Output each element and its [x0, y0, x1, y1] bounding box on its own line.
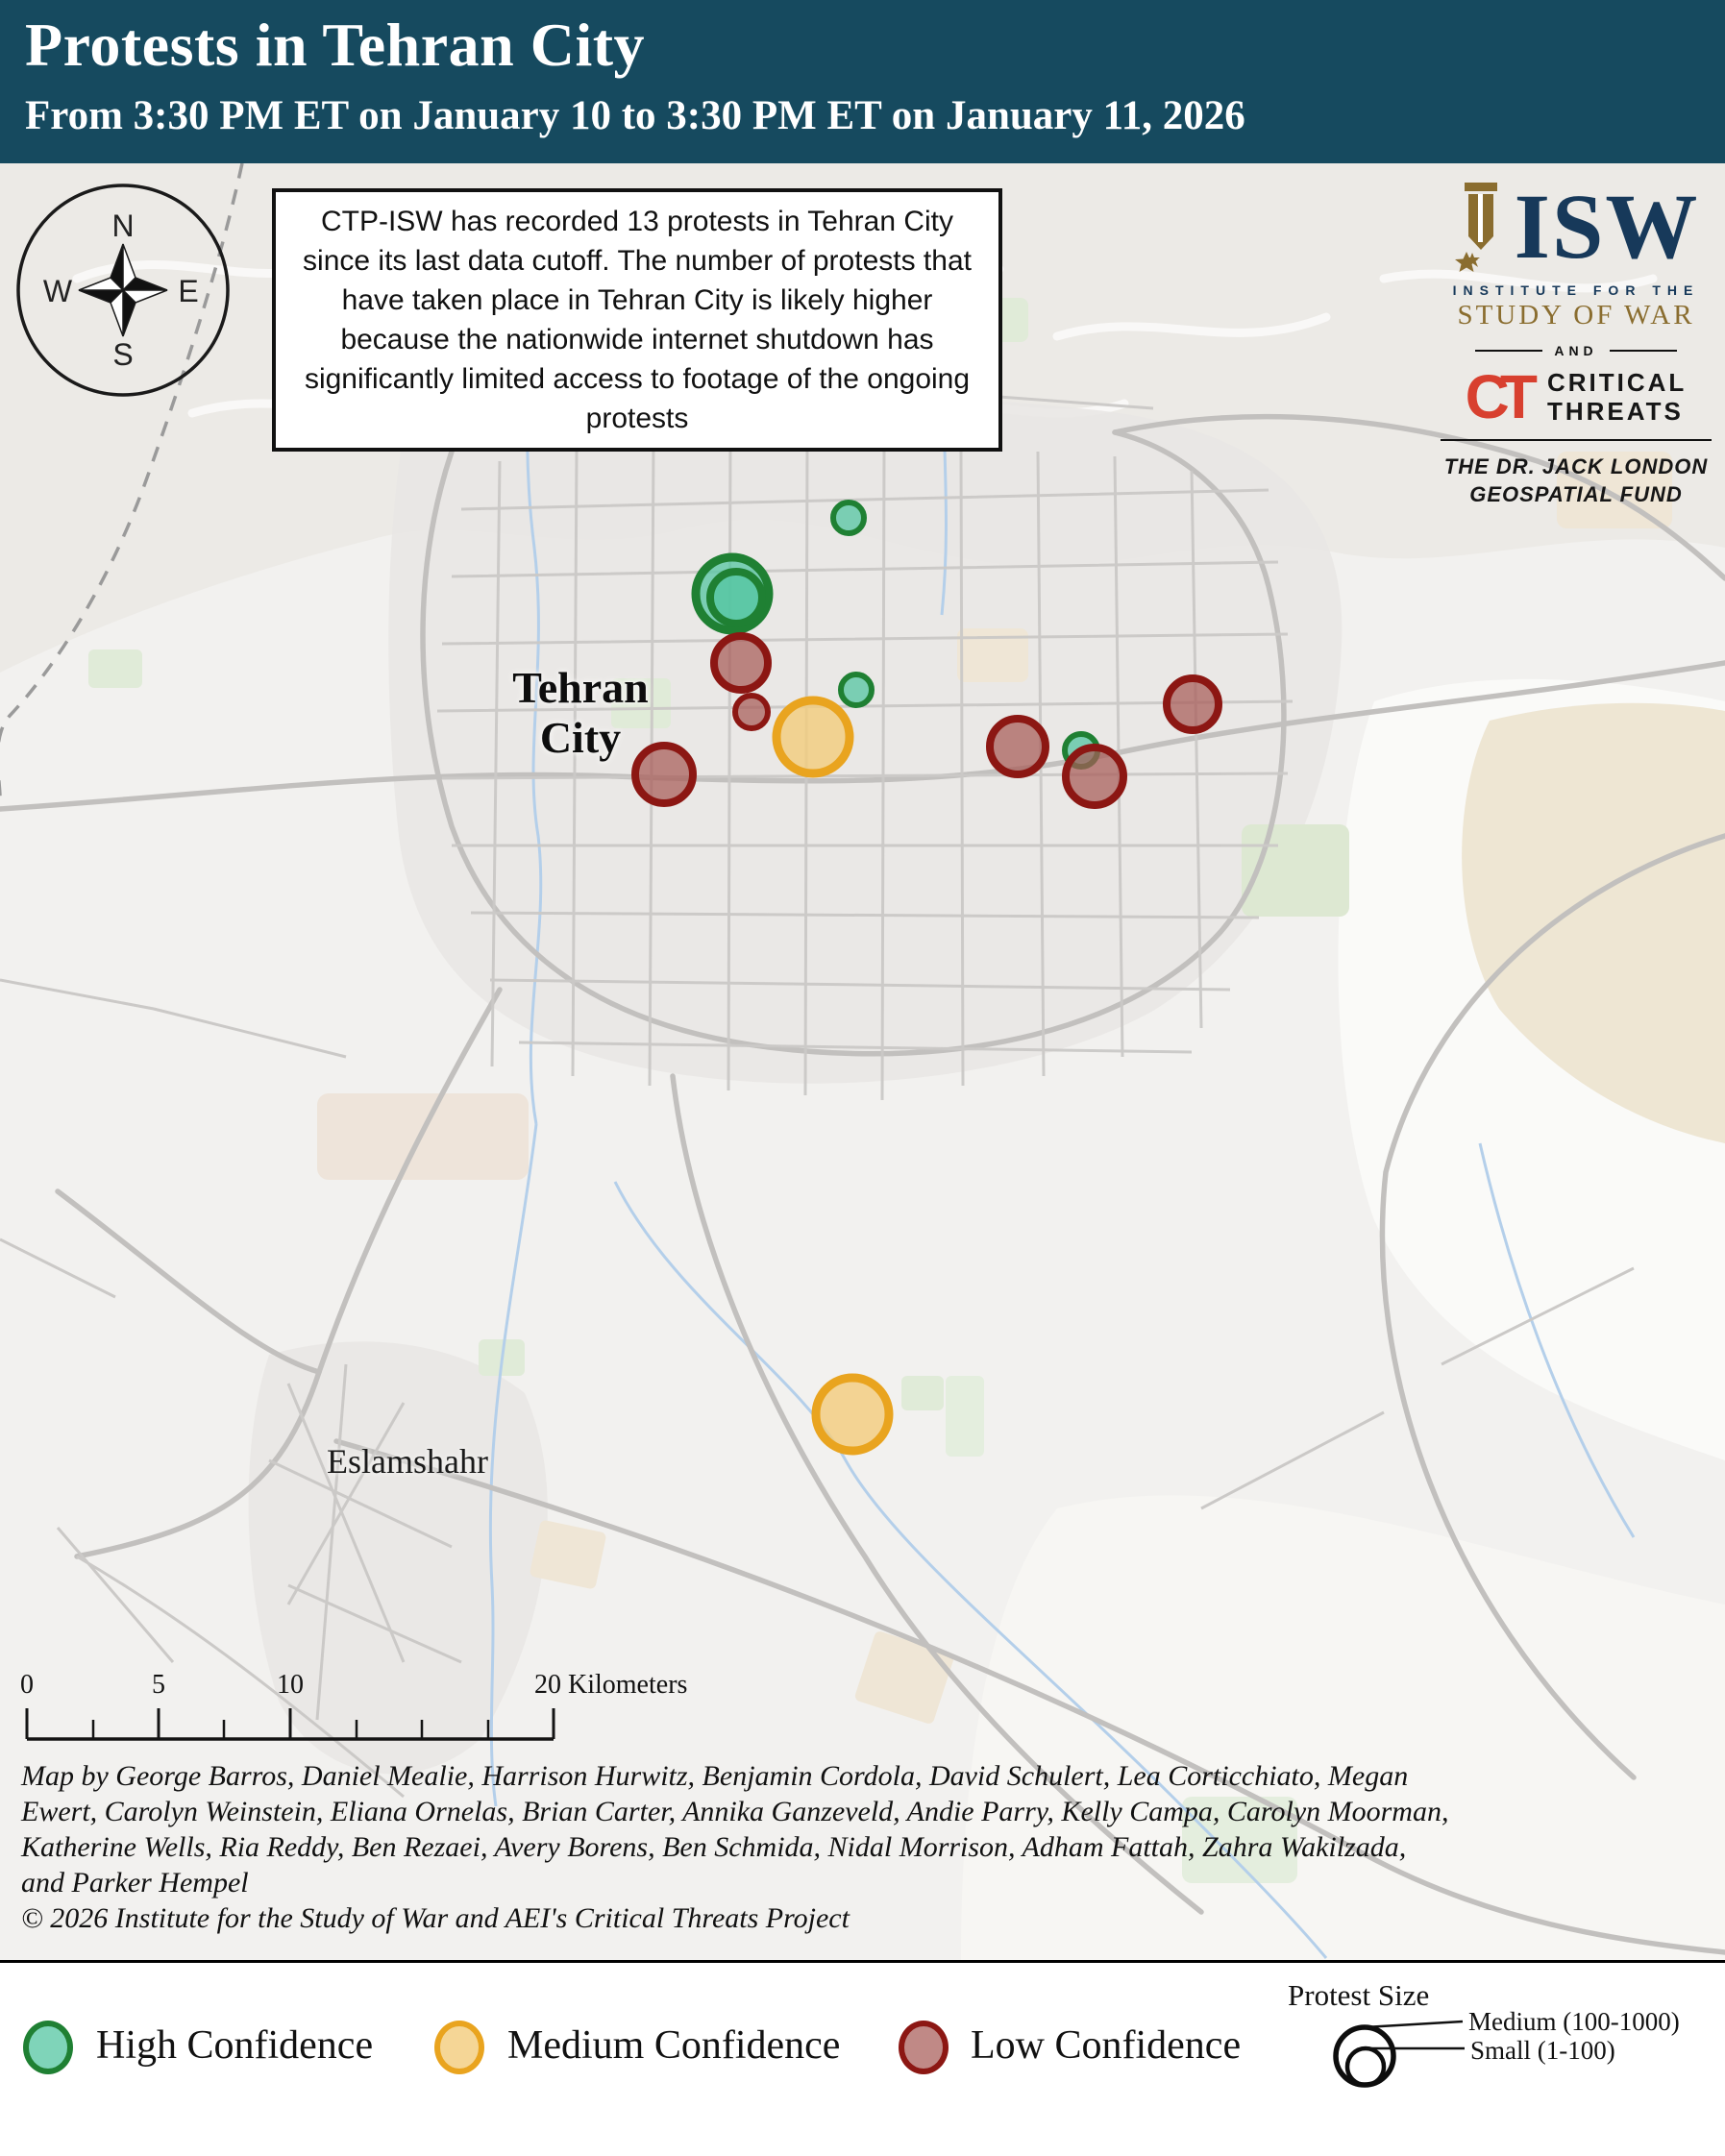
isw-subtitle-2: STUDY OF WAR: [1457, 300, 1695, 331]
protest-size-medium-label: Medium (100-1000): [1468, 2007, 1680, 2036]
isw-subtitle-1: INSTITUTE FOR THE: [1452, 282, 1700, 298]
tehran-city-label: [388, 663, 773, 763]
page-title: Protests in Tehran City: [25, 11, 646, 79]
credits-line: Ewert, Carolyn Weinstein, Eliana Ornelas, Brian Carter, Annika Ganzeveld, Andie Parry, Kelly Campa, Carolyn Moorman,: [21, 1796, 1449, 1827]
protest-marker-low-medium: [990, 719, 1046, 774]
page-subtitle: From 3:30 PM ET on January 10 to 3:30 PM ET on January 11, 2026: [25, 93, 1245, 138]
tehran-label-line2: City: [539, 713, 622, 762]
eslamshahr-label: Eslamshahr: [327, 1442, 488, 1481]
credits-line: Katherine Wells, Ria Reddy, Ben Rezaei, Avery Borens, Ben Schmida, Nidal Morrison, Adham Fattah, Zahra Wakilzada,: [21, 1831, 1407, 1863]
logo-divider: [1441, 439, 1712, 441]
protest-marker-low-medium: [1066, 747, 1123, 805]
compass-n-label: N: [111, 208, 135, 243]
isw-ribbon-icon: [1453, 181, 1509, 281]
critical-threats-logo: [1437, 362, 1715, 431]
and-rule-left: [1475, 350, 1542, 352]
high-confidence-label: High Confidence: [96, 2023, 374, 2068]
compass-icon: [15, 181, 234, 400]
protest-marker-medium-medium: [816, 1378, 889, 1451]
scale-tick-5: 5: [152, 1670, 165, 1700]
low-confidence-label: Low Confidence: [971, 2023, 1242, 2068]
protest-marker-low-medium: [1167, 678, 1219, 730]
header: [0, 0, 1725, 163]
scale-tick-10: 10: [277, 1670, 304, 1700]
protest-size-title: Protest Size: [1288, 1978, 1430, 2012]
ct-line1: CRITICAL: [1546, 368, 1688, 397]
credits-line: Map by George Barros, Daniel Mealie, Harrison Hurwitz, Benjamin Cordola, David Schulert, Lea Corticchiato, Megan: [21, 1760, 1409, 1792]
fund-line2: GEOSPATIAL FUND: [1469, 482, 1683, 506]
tehran-label-line1: Tehran: [512, 663, 649, 712]
protest-marker-high-small: [841, 674, 872, 705]
protest-marker-high-small: [833, 502, 864, 533]
credits-line: and Parker Hempel: [21, 1867, 249, 1899]
ct-monogram: CT: [1465, 362, 1528, 431]
isw-logo: [1437, 175, 1715, 281]
ct-wordmark: [1547, 368, 1687, 426]
and-rule-right: [1610, 350, 1677, 352]
scale-tick-20: 20 Kilometers: [534, 1670, 688, 1700]
fund-line1: THE DR. JACK LONDON: [1443, 454, 1709, 478]
geospatial-fund-label: [1437, 453, 1715, 508]
protest-size-icon: [0, 1963, 1725, 2156]
legend: [0, 1960, 1725, 2156]
compass-e-label: E: [178, 274, 199, 308]
and-separator: [1437, 343, 1715, 358]
ct-line2: THREATS: [1546, 397, 1684, 426]
annotation-box: [272, 188, 1002, 452]
logo-block: [1437, 175, 1715, 508]
credits-copyright: © 2026 Institute for the Study of War and AEI's Critical Threats Project: [21, 1902, 850, 1934]
compass-s-label: S: [112, 337, 134, 372]
map-area: [0, 163, 1725, 1960]
protest-size-small-label: Small (1-100): [1470, 2036, 1615, 2065]
protest-marker-medium-medium: [776, 700, 850, 773]
scale-tick-0: 0: [20, 1670, 34, 1700]
credits: [21, 1758, 1713, 1936]
and-label: AND: [1554, 343, 1598, 358]
medium-confidence-label: Medium Confidence: [507, 2023, 841, 2068]
isw-wordmark: ISW: [1514, 175, 1700, 278]
annotation-text: CTP-ISW has recorded 13 protests in Tehran City since its last data cutoff. The number of protests that have taken place in Tehran City is likely higher because the nationwide internet shutdown has significantly limited access to footage of the ongoing protests: [303, 206, 972, 434]
compass-w-label: W: [42, 274, 73, 308]
protest-marker-high-medium: [710, 572, 762, 624]
